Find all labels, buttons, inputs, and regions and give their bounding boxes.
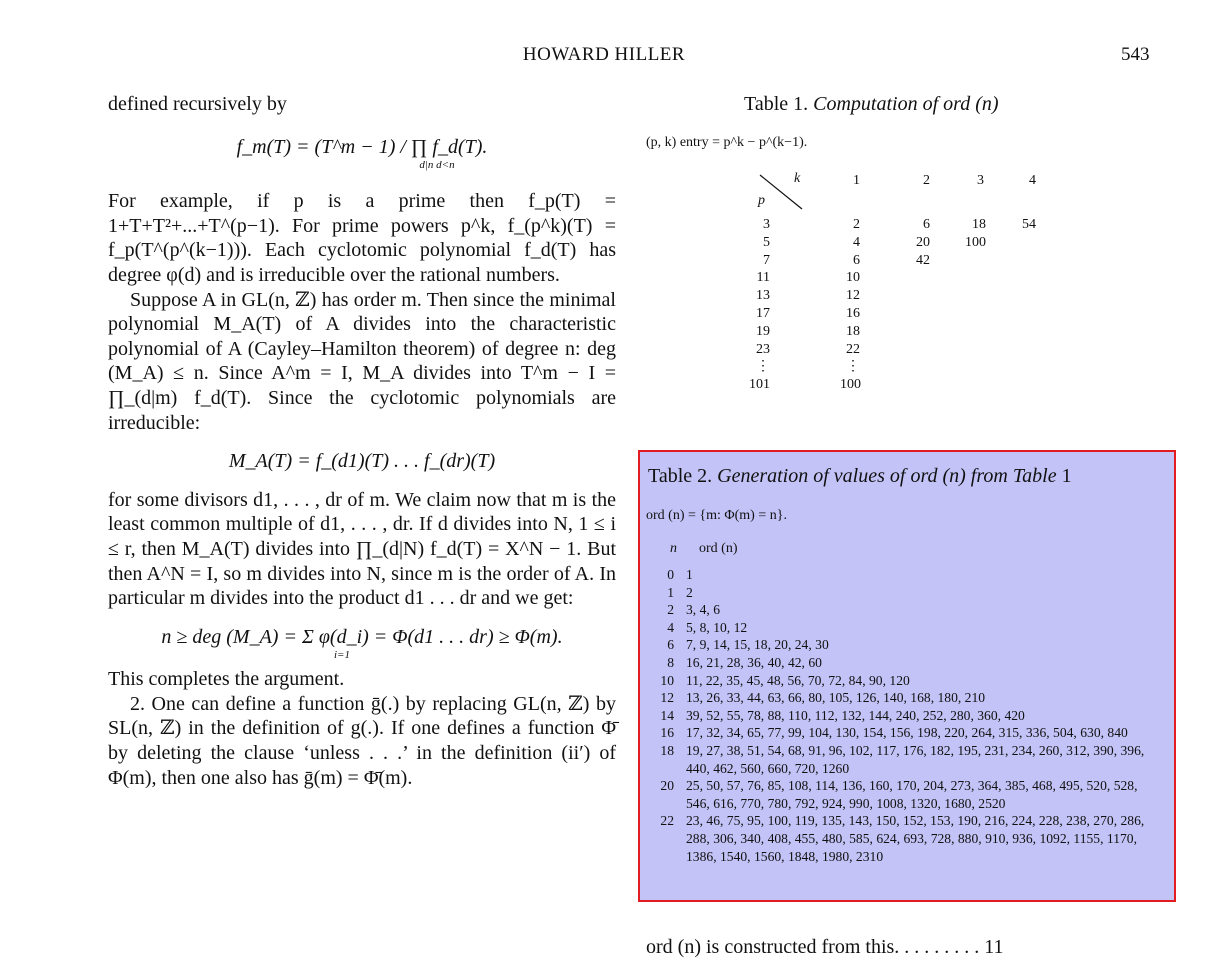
left-column	[108, 92, 616, 790]
table1-diagonal-rule	[758, 173, 808, 213]
equation-fm	[108, 135, 616, 172]
table2-n-cell: 12	[660, 690, 674, 706]
table1-k-label: k	[794, 171, 801, 186]
table2-row	[640, 724, 1160, 742]
table1-col-header: 2	[923, 173, 930, 188]
table1-col-header: 1	[853, 173, 860, 188]
table1-cell: 2	[853, 217, 860, 232]
table1-cell: 22	[846, 341, 860, 357]
table1-p-cell: ⋮	[756, 359, 770, 375]
table2-ord-cell: 17, 32, 34, 65, 77, 99, 104, 130, 154, 156, 198, 220, 264, 315, 336, 504, 630, 840	[686, 725, 1128, 741]
table2-row	[640, 689, 1160, 707]
table1-p-cell: 11	[756, 270, 770, 286]
table2-title-prefix: Table 2.	[648, 465, 713, 487]
table1-cell: 18	[972, 217, 986, 232]
table1-cell: 6	[853, 252, 860, 268]
table2-n-cell: 22	[660, 813, 674, 829]
paragraph-completes: This completes the argument.	[108, 668, 345, 691]
table2-ord-cell: 1	[686, 567, 693, 582]
table2-row	[640, 812, 1160, 865]
table2-n-cell: 6	[667, 637, 674, 653]
paragraph-divisors: for some divisors d1, . . . , dr of m. We claim now that m is the least common multiple of d1, . . . , dr. If d divides into N, 1 ≤ i ≤ r, then M_A(T) divides into ∏_(d|N) f_d(T) = X^N − 1. But then A^N = I, so m divides into N, since m is the order of A. In particular m divides into the product d1 . . . dr and we get:	[108, 488, 616, 610]
next-page-fragment: ord (n) is constructed from this. . . . . . . . . 11	[646, 936, 1004, 958]
table2-title-italic: Generation of values of ord (n) from Table	[717, 465, 1057, 487]
table1-p-cell: 23	[756, 341, 770, 357]
table2-n-cell: 2	[667, 602, 674, 618]
table2-ord-cell: 23, 46, 75, 95, 100, 119, 135, 143, 150, 152, 153, 190, 216, 224, 228, 238, 270, 286, 288, 306, 340, 408, 455, 480, 585, 624, 693, 728, 880, 910, 936, 1092, 1155, 1170, 1386, 1540, 1560, 1848, 1980, 2310	[686, 813, 1145, 864]
table2-n-cell: 8	[667, 654, 674, 670]
table1-col-header: 4	[1029, 173, 1036, 188]
table1-subtitle: (p, k) entry = p^k − p^(k−1).	[646, 135, 808, 150]
table2-head-n: n	[670, 541, 677, 556]
table2-n-cell: 4	[667, 619, 674, 635]
table1-p-cell: 19	[756, 323, 770, 339]
table2-n-cell: 16	[660, 725, 674, 741]
table2-ord-cell: 11, 22, 35, 45, 48, 56, 70, 72, 84, 90, 120	[686, 672, 910, 688]
paragraph-suppose: Suppose A in GL(n, ℤ) has order m. Then since the minimal polynomial M_A(T) of A divides into the characteristic polynomial of A (Cayley–Hamilton theorem) of degree n: deg (M_A) ≤ n. Since A^m = I, M_A divides into T^m − I = ∏_(d|m) f_d(T). Since the cyclotomic polynomials are irreducible:	[108, 288, 616, 434]
equation-fm-text: f_m(T) = (T^m − 1) / ∏ f_d(T).	[236, 135, 488, 158]
table2-title	[648, 465, 1072, 488]
table1-cell: 42	[916, 252, 930, 268]
table2-ord-cell: 19, 27, 38, 51, 54, 68, 91, 96, 102, 117, 176, 182, 195, 231, 234, 260, 312, 390, 396, 440, 462, 560, 660, 720, 1260	[686, 742, 1145, 776]
table1-col-header: 3	[977, 173, 984, 188]
table1-cell: 20	[916, 234, 930, 250]
paragraph-remark-2: 2. One can define a function ḡ(.) by replacing GL(n, ℤ) by SL(n, ℤ) in the definition of g(.). If one defines a function Φ̄ by deleting the clause ‘unless . . .’ in the definition (ii′) of Φ(m), then one also has ḡ(m) = Φ̄(m).	[108, 692, 616, 789]
table2-row	[640, 619, 1160, 637]
table1-p-cell: 5	[763, 234, 770, 250]
table1-cell: ⋮	[846, 359, 860, 375]
table1-cell: 18	[846, 323, 860, 339]
table2-body	[640, 566, 1160, 865]
table2-row	[640, 601, 1160, 619]
table2-row	[640, 566, 1160, 584]
intro-text: defined recursively by	[108, 93, 287, 115]
table2-n-cell: 1	[667, 584, 674, 600]
table2-row	[640, 654, 1160, 672]
table1-cell: 54	[1022, 217, 1036, 232]
table1	[740, 170, 1060, 400]
table2-n-cell: 0	[667, 567, 674, 582]
table1-p-cell: 7	[763, 252, 770, 268]
table1-cell: 100	[840, 377, 861, 393]
table2-ord-cell: 25, 50, 57, 76, 85, 108, 114, 136, 160, 170, 204, 273, 364, 385, 468, 495, 520, 528, 546, 616, 770, 780, 792, 924, 990, 1008, 1320, 1680, 2520	[686, 778, 1138, 811]
equation-n-text: n ≥ deg (M_A) = Σ φ(d_i) = Φ(d1 . . . dr) ≥ Φ(m).	[161, 625, 563, 648]
table2-n-cell: 20	[660, 778, 674, 794]
table1-p-cell: 13	[756, 288, 770, 304]
table1-cell: 16	[846, 306, 860, 321]
table2-row	[640, 636, 1160, 654]
table1-p-label: p	[758, 193, 765, 208]
equation-n-subscript: i=1	[334, 649, 350, 662]
equation-fm-subscript: d|n d<n	[419, 159, 455, 172]
paragraph-cyclotomic: For example, if p is a prime then f_p(T) = 1+T+T²+...+T^(p−1). For prime powers p^k, f_(p^k)(T) = f_p(T^(p^(k−1))). Each cyclotomic polynomial f_d(T) has degree φ(d) and is irreducible over the rational numbers.	[108, 190, 616, 286]
table2-row	[640, 672, 1160, 690]
table1-title	[744, 93, 999, 116]
table1-p-cell: 17	[756, 306, 770, 321]
table1-title-prefix: Table 1.	[744, 93, 809, 115]
table1-cell: 6	[923, 217, 930, 232]
table2-head-ord: ord (n)	[699, 541, 738, 556]
table2-row	[640, 742, 1160, 777]
table1-cell: 10	[846, 270, 860, 286]
table2-row	[640, 707, 1160, 725]
table2-ord-cell: 16, 21, 28, 36, 40, 42, 60	[686, 654, 822, 670]
table2-ord-cell: 5, 8, 10, 12	[686, 619, 748, 635]
equation-ma: M_A(T) = f_(d1)(T) . . . f_(dr)(T)	[228, 450, 496, 473]
table1-cell: 12	[846, 288, 860, 304]
page-number: 543	[1121, 44, 1150, 65]
table1-cell: 4	[853, 234, 860, 250]
table1-p-cell: 101	[749, 377, 770, 393]
table2-n-cell: 10	[660, 672, 674, 688]
table2-ord-cell: 13, 26, 33, 44, 63, 66, 80, 105, 126, 140, 168, 180, 210	[686, 690, 986, 706]
table2-ord-cell: 7, 9, 14, 15, 18, 20, 24, 30	[686, 637, 829, 653]
table1-p-cell: 3	[763, 217, 770, 232]
running-head: HOWARD HILLER	[522, 44, 686, 65]
equation-n	[108, 625, 616, 662]
table2-ord-cell: 2	[686, 584, 693, 600]
table2-row	[640, 584, 1160, 602]
table2-n-cell: 14	[660, 707, 674, 723]
table2-subtitle: ord (n) = {m: Φ(m) = n}.	[646, 508, 787, 523]
table1-cell: 100	[965, 234, 986, 250]
table2-title-suffix: 1	[1061, 465, 1072, 487]
table2-ord-cell: 39, 52, 55, 78, 88, 110, 112, 132, 144, 240, 252, 280, 360, 420	[686, 707, 1025, 723]
table2-row	[640, 777, 1160, 812]
table2-n-cell: 18	[660, 742, 674, 758]
table1-title-italic: Computation of ord (n)	[813, 93, 999, 115]
table2-ord-cell: 3, 4, 6	[686, 602, 720, 618]
